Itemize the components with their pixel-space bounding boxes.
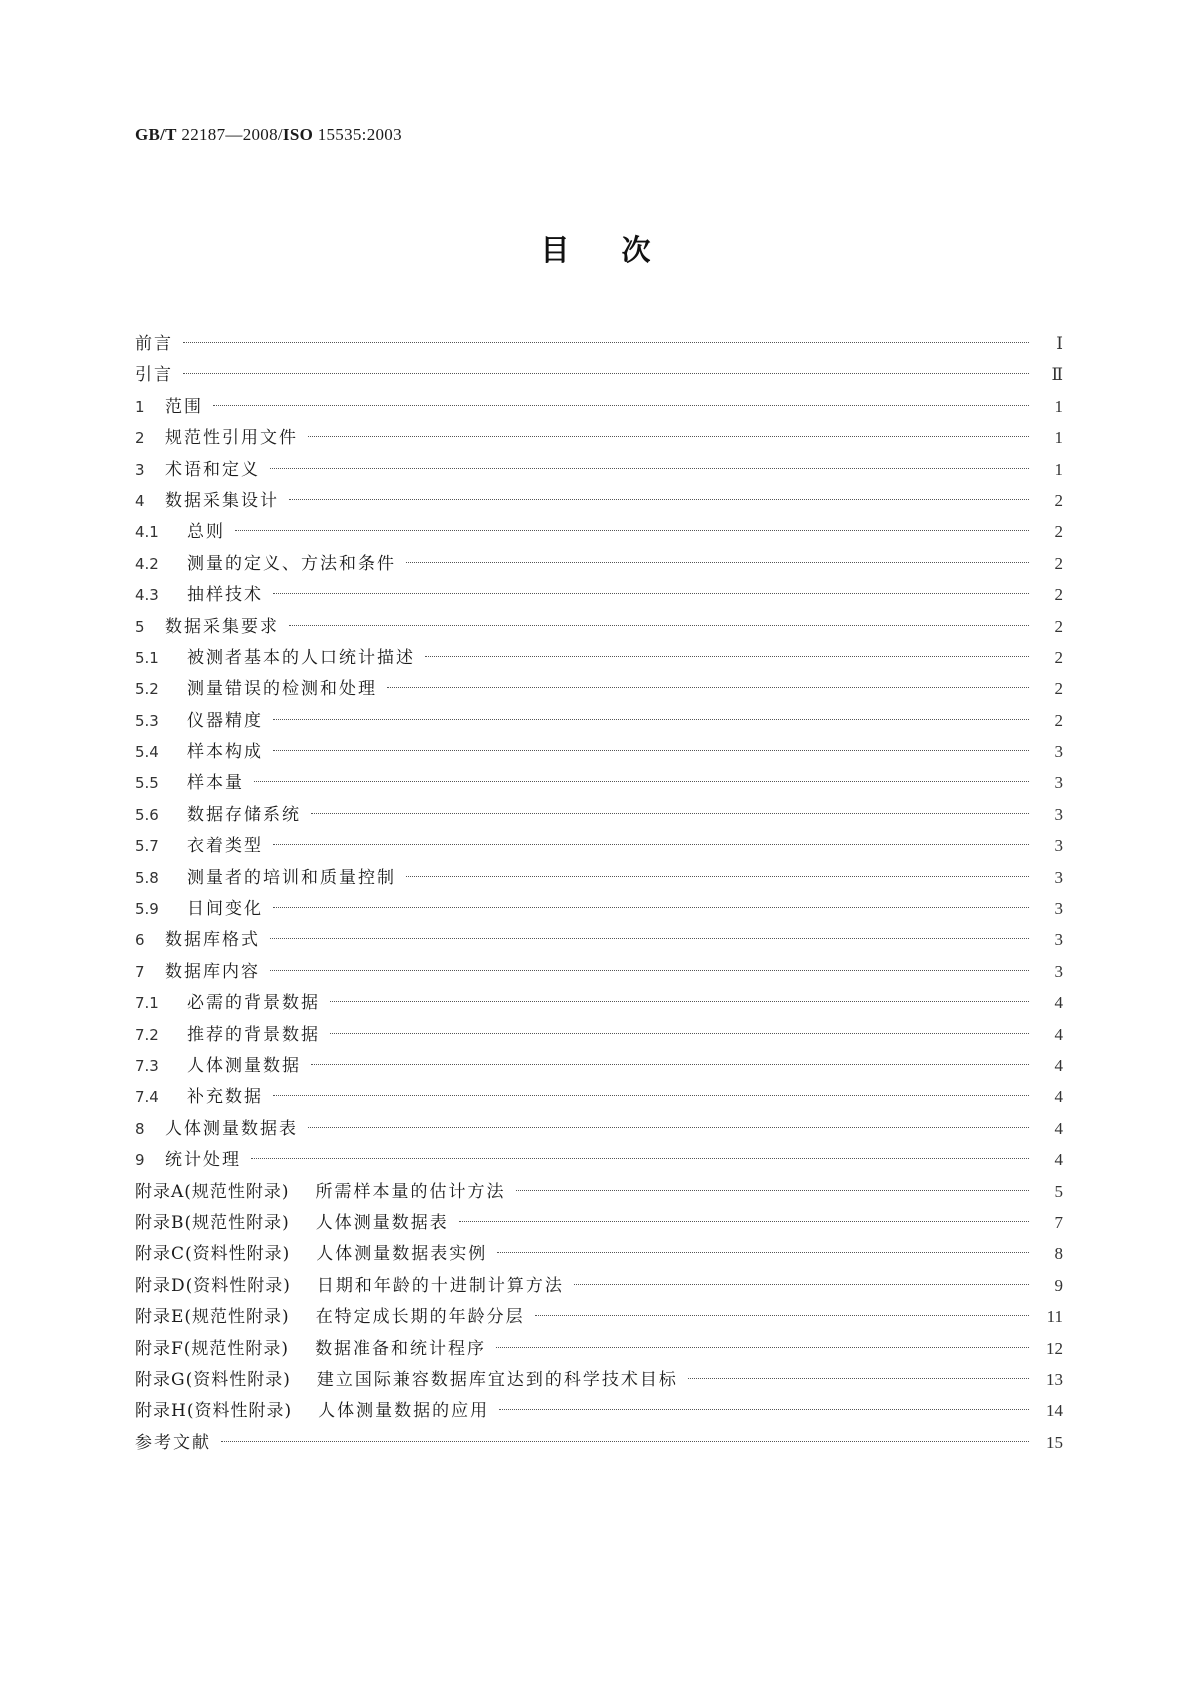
toc-page-number: 4 xyxy=(1054,1087,1063,1107)
standard-code xyxy=(135,125,402,145)
dot-leader xyxy=(406,876,1029,877)
toc-entry[interactable] xyxy=(135,767,1063,798)
dot-leader xyxy=(311,813,1029,814)
toc-page-number: 1 xyxy=(1054,428,1063,448)
dot-leader xyxy=(273,1095,1029,1096)
toc-annex-entry[interactable] xyxy=(135,1301,1063,1332)
toc-label xyxy=(135,1396,489,1427)
toc-entry[interactable] xyxy=(135,642,1063,673)
annex-title: 建立国际兼容数据库宜达到的科学技术目标 xyxy=(316,1369,678,1390)
toc-page-number: 3 xyxy=(1054,773,1063,793)
toc-entry-title: 参考文献 xyxy=(135,1432,211,1453)
annex-title: 人体测量数据的应用 xyxy=(318,1401,490,1422)
annex-title: 日期和年龄的十进制计算方法 xyxy=(316,1275,564,1296)
toc-page-number: 11 xyxy=(1046,1307,1063,1327)
toc-label xyxy=(135,612,279,643)
toc-page-number: 3 xyxy=(1054,742,1063,762)
toc-page-number: 1 xyxy=(1054,459,1063,479)
toc-entry-title: 引言 xyxy=(135,365,173,386)
toc-entry-title: 被测者基本的人口统计描述 xyxy=(187,647,415,668)
toc-label xyxy=(135,423,298,454)
dot-leader xyxy=(387,687,1029,688)
toc-page-number: 14 xyxy=(1046,1401,1063,1421)
toc-entry-title: 人体测量数据 xyxy=(187,1055,301,1076)
dot-leader xyxy=(308,1127,1029,1128)
dot-leader xyxy=(183,373,1029,374)
toc-page-number: 3 xyxy=(1054,867,1063,887)
toc-section-number: 5.2 xyxy=(135,680,159,699)
toc-references-entry[interactable] xyxy=(135,1427,1063,1458)
annex-id: 附录G(资料性附录) xyxy=(135,1369,291,1390)
dot-leader xyxy=(499,1409,1029,1410)
toc-label xyxy=(135,1145,241,1176)
toc-entry[interactable] xyxy=(135,1081,1063,1112)
toc-page-number: 3 xyxy=(1054,804,1063,824)
toc-section-number: 5.5 xyxy=(135,774,159,793)
annex-id: 附录C(资料性附录) xyxy=(135,1244,291,1265)
toc-section-number: 4.2 xyxy=(135,554,159,573)
toc-entry[interactable] xyxy=(135,830,1063,861)
toc-section-number: 8 xyxy=(135,1119,145,1138)
toc-entry[interactable] xyxy=(135,987,1063,1018)
toc-label xyxy=(135,1177,506,1208)
toc-label xyxy=(135,1365,678,1396)
toc-section-number: 5.3 xyxy=(135,711,159,730)
toc-entry-title: 日间变化 xyxy=(187,899,263,920)
toc-entry[interactable] xyxy=(135,1019,1063,1050)
toc-entry[interactable] xyxy=(135,422,1063,453)
toc-label xyxy=(135,863,396,894)
toc-entry-title: 数据库格式 xyxy=(165,930,260,951)
toc-label xyxy=(135,957,260,988)
table-of-contents xyxy=(135,328,1063,1458)
dot-leader xyxy=(497,1252,1029,1253)
annex-title: 在特定成长期的年龄分层 xyxy=(315,1307,525,1328)
toc-annex-entry[interactable] xyxy=(135,1238,1063,1269)
toc-entry-title: 测量错误的检测和处理 xyxy=(187,679,377,700)
toc-section-number: 7.2 xyxy=(135,1025,159,1044)
dot-leader xyxy=(270,468,1029,469)
toc-entry[interactable] xyxy=(135,1144,1063,1175)
toc-entry-title: 推荐的背景数据 xyxy=(187,1024,320,1045)
toc-page-number: 12 xyxy=(1046,1338,1063,1358)
toc-entry[interactable] xyxy=(135,328,1063,359)
annex-title: 数据准备和统计程序 xyxy=(315,1338,487,1359)
toc-entry-title: 规范性引用文件 xyxy=(165,428,298,449)
toc-page-number: 2 xyxy=(1054,585,1063,605)
toc-entry-title: 前言 xyxy=(135,334,173,354)
toc-section-number: 4 xyxy=(135,491,145,510)
toc-label xyxy=(135,800,301,831)
dot-leader xyxy=(254,781,1029,782)
annex-title: 所需样本量的估计方法 xyxy=(315,1181,506,1202)
annex-id: 附录F(规范性附录) xyxy=(135,1338,290,1359)
annex-id: 附录A(规范性附录) xyxy=(135,1181,290,1202)
toc-entry[interactable] xyxy=(135,454,1063,485)
toc-label xyxy=(135,486,279,517)
dot-leader xyxy=(688,1378,1029,1379)
toc-page-number: Ⅱ xyxy=(1051,365,1063,385)
toc-page-number: 2 xyxy=(1054,490,1063,510)
toc-entry-title: 术语和定义 xyxy=(165,459,260,480)
dot-leader xyxy=(574,1284,1029,1285)
toc-label xyxy=(135,737,263,768)
toc-entry-title: 总则 xyxy=(187,522,225,543)
dot-leader xyxy=(406,562,1029,563)
toc-section-number: 1 xyxy=(135,397,145,416)
toc-entry[interactable] xyxy=(135,705,1063,736)
toc-label xyxy=(135,1428,211,1459)
toc-label xyxy=(135,1051,301,1082)
toc-section-number: 5.6 xyxy=(135,805,159,824)
toc-section-number: 5.9 xyxy=(135,900,159,919)
dot-leader xyxy=(330,1001,1029,1002)
toc-entry-title: 仪器精度 xyxy=(187,710,263,731)
toc-annex-entry[interactable] xyxy=(135,1207,1063,1238)
toc-label xyxy=(135,1302,525,1333)
toc-page-number: 2 xyxy=(1054,710,1063,730)
toc-entry[interactable] xyxy=(135,862,1063,893)
toc-annex-entry[interactable] xyxy=(135,1270,1063,1301)
toc-page-number: 3 xyxy=(1054,836,1063,856)
iso-number: 15535:2003 xyxy=(317,125,402,144)
dot-leader xyxy=(183,342,1029,343)
dot-leader xyxy=(311,1064,1029,1065)
toc-entry[interactable] xyxy=(135,893,1063,924)
toc-entry-title: 数据库内容 xyxy=(165,961,260,982)
dot-leader xyxy=(289,499,1029,500)
toc-label xyxy=(135,894,263,925)
annex-id: 附录E(规范性附录) xyxy=(135,1307,290,1328)
toc-page-number: 5 xyxy=(1054,1181,1063,1201)
toc-entry-title: 衣着类型 xyxy=(187,836,263,857)
toc-entry[interactable] xyxy=(135,611,1063,642)
toc-entry[interactable] xyxy=(135,673,1063,704)
toc-page-number: 4 xyxy=(1054,1150,1063,1170)
dot-leader xyxy=(270,970,1029,971)
toc-label xyxy=(135,1020,320,1051)
toc-label xyxy=(135,674,377,705)
toc-annex-entry[interactable] xyxy=(135,1395,1063,1426)
toc-page-number: 3 xyxy=(1054,961,1063,981)
toc-entry-title: 人体测量数据表 xyxy=(165,1118,298,1139)
dot-leader xyxy=(273,719,1029,720)
toc-page-number: 4 xyxy=(1054,1118,1063,1138)
iso-prefix: ISO xyxy=(282,125,314,144)
toc-entry[interactable] xyxy=(135,359,1063,390)
dot-leader xyxy=(221,1441,1029,1442)
toc-annex-entry[interactable] xyxy=(135,1364,1063,1395)
toc-entry-title: 统计处理 xyxy=(165,1150,241,1171)
toc-entry-title: 抽样技术 xyxy=(187,585,263,606)
toc-page-number: 2 xyxy=(1054,553,1063,573)
toc-label xyxy=(135,768,244,799)
toc-entry[interactable] xyxy=(135,516,1063,547)
toc-entry[interactable] xyxy=(135,485,1063,516)
toc-entry[interactable] xyxy=(135,956,1063,987)
toc-label xyxy=(135,455,260,486)
toc-page-number: 7 xyxy=(1054,1212,1063,1232)
toc-entry-title: 数据存储系统 xyxy=(187,804,301,825)
toc-label xyxy=(135,517,225,548)
toc-label xyxy=(135,1114,298,1145)
toc-entry[interactable] xyxy=(135,924,1063,955)
toc-entry-title: 必需的背景数据 xyxy=(187,993,320,1014)
toc-page-number: 4 xyxy=(1054,1055,1063,1075)
toc-section-number: 7.4 xyxy=(135,1088,159,1107)
toc-label xyxy=(135,1271,564,1302)
dot-leader xyxy=(516,1190,1029,1191)
dot-leader xyxy=(235,530,1029,531)
toc-section-number: 9 xyxy=(135,1151,145,1170)
toc-section-number: 5.7 xyxy=(135,837,159,856)
toc-entry-title: 样本量 xyxy=(187,773,244,794)
dot-leader xyxy=(213,405,1029,406)
toc-label xyxy=(135,360,173,391)
toc-entry[interactable] xyxy=(135,579,1063,610)
toc-label xyxy=(135,1334,486,1365)
toc-section-number: 5 xyxy=(135,617,145,636)
toc-page-number: 1 xyxy=(1054,396,1063,416)
toc-entry-title: 补充数据 xyxy=(187,1087,263,1108)
toc-page-number: 2 xyxy=(1054,616,1063,636)
toc-entry-title: 样本构成 xyxy=(187,742,263,763)
toc-label xyxy=(135,1082,263,1113)
toc-entry[interactable] xyxy=(135,799,1063,830)
toc-section-number: 5.8 xyxy=(135,868,159,887)
toc-entry-title: 测量的定义、方法和条件 xyxy=(187,553,396,574)
toc-entry[interactable] xyxy=(135,1113,1063,1144)
toc-annex-entry[interactable] xyxy=(135,1333,1063,1364)
annex-title: 人体测量数据表 xyxy=(315,1212,449,1233)
toc-entry[interactable] xyxy=(135,1050,1063,1081)
toc-label xyxy=(135,549,396,580)
dot-leader xyxy=(251,1158,1029,1159)
dot-leader xyxy=(273,907,1029,908)
toc-page-number: 13 xyxy=(1046,1369,1063,1389)
toc-section-number: 4.3 xyxy=(135,586,159,605)
dot-leader xyxy=(273,844,1029,845)
annex-id: 附录H(资料性附录) xyxy=(135,1401,293,1422)
dot-leader xyxy=(425,656,1029,657)
toc-label xyxy=(135,643,415,674)
std-number: 22187—2008/ xyxy=(181,125,283,144)
annex-id: 附录B(规范性附录) xyxy=(135,1212,290,1233)
dot-leader xyxy=(308,436,1029,437)
toc-entry-title: 范围 xyxy=(165,396,203,417)
toc-section-number: 7.1 xyxy=(135,994,159,1013)
toc-entry[interactable] xyxy=(135,736,1063,767)
toc-label xyxy=(135,706,263,737)
toc-section-number: 7 xyxy=(135,962,145,981)
toc-label xyxy=(135,392,203,423)
toc-page-number: 4 xyxy=(1054,1024,1063,1044)
toc-page-number: 3 xyxy=(1054,930,1063,950)
dot-leader xyxy=(273,750,1029,751)
toc-page-number: 4 xyxy=(1054,993,1063,1013)
toc-page-number: 15 xyxy=(1046,1432,1063,1452)
toc-entry-title: 数据采集要求 xyxy=(165,616,279,637)
toc-section-number: 5.1 xyxy=(135,648,159,667)
toc-label xyxy=(135,580,263,611)
toc-label xyxy=(135,831,263,862)
toc-label xyxy=(135,1239,487,1270)
toc-section-number: 2 xyxy=(135,429,145,448)
toc-entry-title: 数据采集设计 xyxy=(165,490,279,511)
annex-title: 人体测量数据表实例 xyxy=(316,1244,488,1265)
toc-section-number: 6 xyxy=(135,931,145,950)
std-prefix: GB/T xyxy=(135,125,177,144)
dot-leader xyxy=(330,1033,1029,1034)
toc-label xyxy=(135,925,260,956)
page-title: 目次 xyxy=(540,233,703,267)
dot-leader xyxy=(289,625,1029,626)
dot-leader xyxy=(459,1221,1029,1222)
toc-section-number: 7.3 xyxy=(135,1056,159,1075)
toc-page-number: 2 xyxy=(1054,522,1063,542)
toc-label xyxy=(135,329,173,360)
toc-page-number: 3 xyxy=(1054,899,1063,919)
dot-leader xyxy=(270,938,1029,939)
annex-id: 附录D(资料性附录) xyxy=(135,1275,291,1296)
dot-leader xyxy=(273,593,1029,594)
toc-page-number: 8 xyxy=(1054,1244,1063,1264)
toc-entry[interactable] xyxy=(135,548,1063,579)
toc-label xyxy=(135,988,320,1019)
toc-section-number: 4.1 xyxy=(135,523,159,542)
toc-page-number: 2 xyxy=(1054,647,1063,667)
toc-page-number: 9 xyxy=(1054,1275,1063,1295)
dot-leader xyxy=(535,1315,1029,1316)
toc-section-number: 5.4 xyxy=(135,743,159,762)
dot-leader xyxy=(496,1347,1029,1348)
toc-section-number: 3 xyxy=(135,460,145,479)
toc-label xyxy=(135,1208,449,1239)
toc-annex-entry[interactable] xyxy=(135,1176,1063,1207)
toc-entry[interactable] xyxy=(135,391,1063,422)
toc-entry-title: 测量者的培训和质量控制 xyxy=(187,867,396,888)
toc-page-number: 2 xyxy=(1054,679,1063,699)
toc-page-number: Ⅰ xyxy=(1056,334,1063,353)
